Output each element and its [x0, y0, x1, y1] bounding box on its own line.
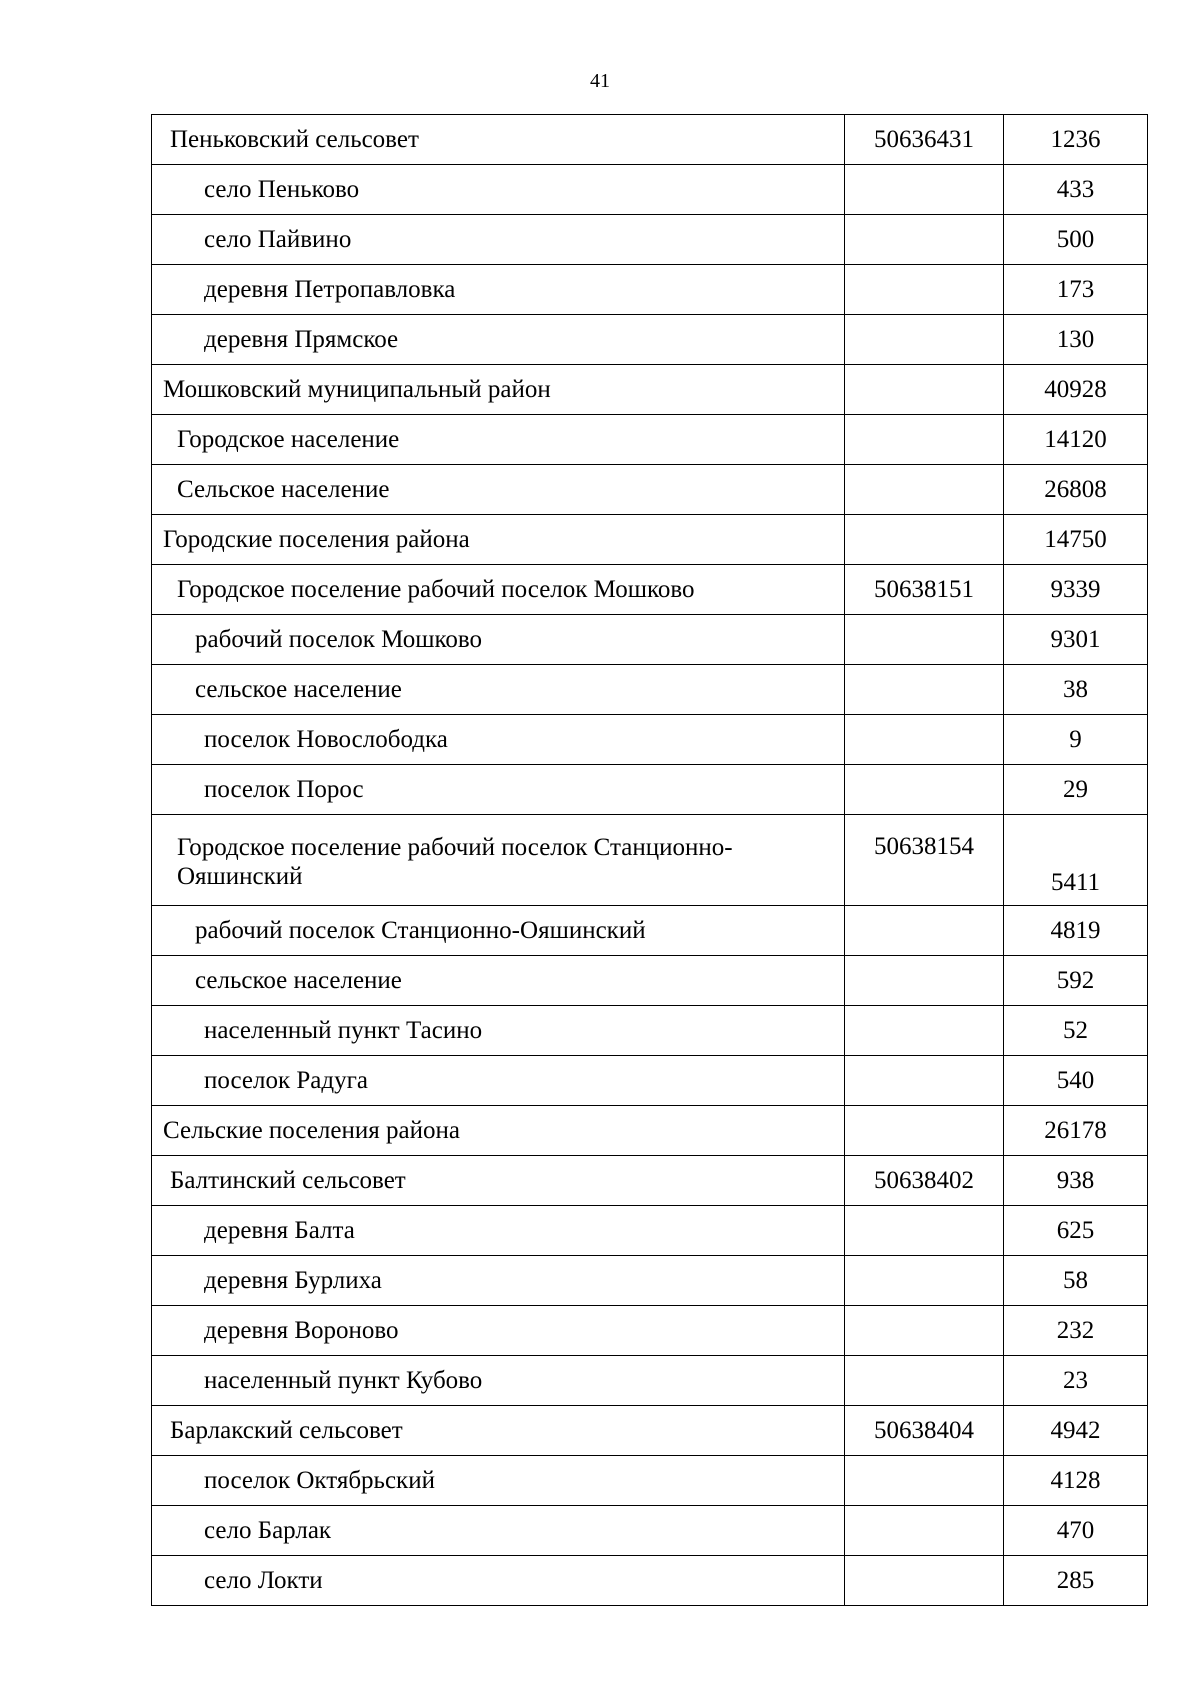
- row-name-cell: Городское поселение рабочий поселок Мошково: [152, 565, 845, 615]
- table-row: [152, 1506, 1148, 1556]
- row-value-cell: 58: [1004, 1256, 1148, 1306]
- row-code-cell: [845, 956, 1004, 1006]
- row-value-cell: 625: [1004, 1206, 1148, 1256]
- table-row: [152, 1056, 1148, 1106]
- table-row: [152, 565, 1148, 615]
- table-row: [152, 1556, 1148, 1606]
- row-name-cell: село Локти: [152, 1556, 845, 1606]
- row-value-cell: 14120: [1004, 415, 1148, 465]
- row-code-cell: [845, 906, 1004, 956]
- row-code-cell: [845, 1056, 1004, 1106]
- row-name-cell: Барлакский сельсовет: [152, 1406, 845, 1456]
- row-value-cell: 9: [1004, 715, 1148, 765]
- table-row: [152, 906, 1148, 956]
- row-value-cell: 4128: [1004, 1456, 1148, 1506]
- row-code-cell: [845, 165, 1004, 215]
- row-value-cell: 130: [1004, 315, 1148, 365]
- row-value-cell: 38: [1004, 665, 1148, 715]
- table-row: [152, 1106, 1148, 1156]
- row-value-cell: 14750: [1004, 515, 1148, 565]
- row-code-cell: [845, 1206, 1004, 1256]
- table-row: [152, 415, 1148, 465]
- row-name-cell: Балтинский сельсовет: [152, 1156, 845, 1206]
- row-code-cell: [845, 615, 1004, 665]
- row-name-cell: поселок Новослободка: [152, 715, 845, 765]
- row-name-cell: деревня Бурлиха: [152, 1256, 845, 1306]
- row-value-cell: 52: [1004, 1006, 1148, 1056]
- row-name-cell: Сельские поселения района: [152, 1106, 845, 1156]
- table-row: [152, 215, 1148, 265]
- row-code-cell: [845, 415, 1004, 465]
- row-code-cell: [845, 215, 1004, 265]
- row-code-cell: 50636431: [845, 115, 1004, 165]
- row-name-cell: село Пайвино: [152, 215, 845, 265]
- table-row: [152, 165, 1148, 215]
- table-row: [152, 665, 1148, 715]
- table-row: [152, 1406, 1148, 1456]
- row-value-cell: 938: [1004, 1156, 1148, 1206]
- row-value-cell: 232: [1004, 1306, 1148, 1356]
- row-name-cell: село Пеньково: [152, 165, 845, 215]
- row-name-cell: поселок Октябрьский: [152, 1456, 845, 1506]
- row-code-cell: [845, 1006, 1004, 1056]
- row-name-cell: деревня Прямское: [152, 315, 845, 365]
- table-row: [152, 1456, 1148, 1506]
- row-code-cell: [845, 1256, 1004, 1306]
- row-name-cell: поселок Порос: [152, 765, 845, 815]
- row-value-cell: 26178: [1004, 1106, 1148, 1156]
- row-name-cell: Сельское население: [152, 465, 845, 515]
- row-code-cell: [845, 465, 1004, 515]
- table-row: [152, 1356, 1148, 1406]
- row-name-cell: деревня Вороново: [152, 1306, 845, 1356]
- row-value-cell: 9301: [1004, 615, 1148, 665]
- row-value-cell: 540: [1004, 1056, 1148, 1106]
- row-code-cell: [845, 265, 1004, 315]
- row-code-cell: [845, 1506, 1004, 1556]
- table-row: [152, 1006, 1148, 1056]
- row-code-cell: 50638151: [845, 565, 1004, 615]
- population-table: [151, 114, 1148, 1606]
- row-name-cell: деревня Петропавловка: [152, 265, 845, 315]
- row-code-cell: [845, 765, 1004, 815]
- table-row: [152, 956, 1148, 1006]
- row-name-cell: сельское население: [152, 665, 845, 715]
- table-row: [152, 465, 1148, 515]
- row-code-cell: 50638404: [845, 1406, 1004, 1456]
- table-row: [152, 715, 1148, 765]
- row-name-cell: рабочий поселок Мошково: [152, 615, 845, 665]
- row-name-cell: деревня Балта: [152, 1206, 845, 1256]
- row-code-cell: [845, 1356, 1004, 1406]
- row-name-cell: село Барлак: [152, 1506, 845, 1556]
- row-value-cell: 470: [1004, 1506, 1148, 1556]
- row-value-cell: 4942: [1004, 1406, 1148, 1456]
- row-name-cell: Городское население: [152, 415, 845, 465]
- table-row: [152, 1306, 1148, 1356]
- row-code-cell: [845, 1306, 1004, 1356]
- row-name-cell: Мошковский муниципальный район: [152, 365, 845, 415]
- row-value-cell: 433: [1004, 165, 1148, 215]
- row-name-cell: населенный пункт Тасино: [152, 1006, 845, 1056]
- row-code-cell: [845, 315, 1004, 365]
- table-row: [152, 265, 1148, 315]
- table-body: [152, 115, 1148, 1606]
- row-name-cell: Пеньковский сельсовет: [152, 115, 845, 165]
- table-row: [152, 365, 1148, 415]
- row-code-cell: [845, 715, 1004, 765]
- row-code-cell: [845, 665, 1004, 715]
- row-value-cell: 26808: [1004, 465, 1148, 515]
- table-row: [152, 1156, 1148, 1206]
- row-code-cell: [845, 1106, 1004, 1156]
- table-row: [152, 1256, 1148, 1306]
- row-value-cell: 285: [1004, 1556, 1148, 1606]
- row-name-cell: сельское население: [152, 956, 845, 1006]
- table-row: [152, 1206, 1148, 1256]
- row-code-cell: [845, 365, 1004, 415]
- table-row: [152, 615, 1148, 665]
- table-row: [152, 765, 1148, 815]
- row-value-cell: 500: [1004, 215, 1148, 265]
- page-number: 41: [590, 70, 610, 92]
- row-name-cell: Городские поселения района: [152, 515, 845, 565]
- table-row: [152, 815, 1148, 906]
- row-value-cell: 9339: [1004, 565, 1148, 615]
- row-code-cell: 50638402: [845, 1156, 1004, 1206]
- row-value-cell: 29: [1004, 765, 1148, 815]
- row-name-cell: Городское поселение рабочий поселок Станционно-Ояшинский: [152, 815, 845, 906]
- row-value-cell: 5411: [1004, 815, 1148, 906]
- row-value-cell: 592: [1004, 956, 1148, 1006]
- row-name-cell: рабочий поселок Станционно-Ояшинский: [152, 906, 845, 956]
- row-code-cell: [845, 1456, 1004, 1506]
- row-value-cell: 173: [1004, 265, 1148, 315]
- table-row: [152, 515, 1148, 565]
- row-name-cell: поселок Радуга: [152, 1056, 845, 1106]
- table-row: [152, 315, 1148, 365]
- row-name-cell: населенный пункт Кубово: [152, 1356, 845, 1406]
- row-value-cell: 4819: [1004, 906, 1148, 956]
- row-code-cell: [845, 1556, 1004, 1606]
- table-row: [152, 115, 1148, 165]
- row-value-cell: 40928: [1004, 365, 1148, 415]
- row-value-cell: 1236: [1004, 115, 1148, 165]
- row-value-cell: 23: [1004, 1356, 1148, 1406]
- row-code-cell: [845, 515, 1004, 565]
- row-code-cell: 50638154: [845, 815, 1004, 906]
